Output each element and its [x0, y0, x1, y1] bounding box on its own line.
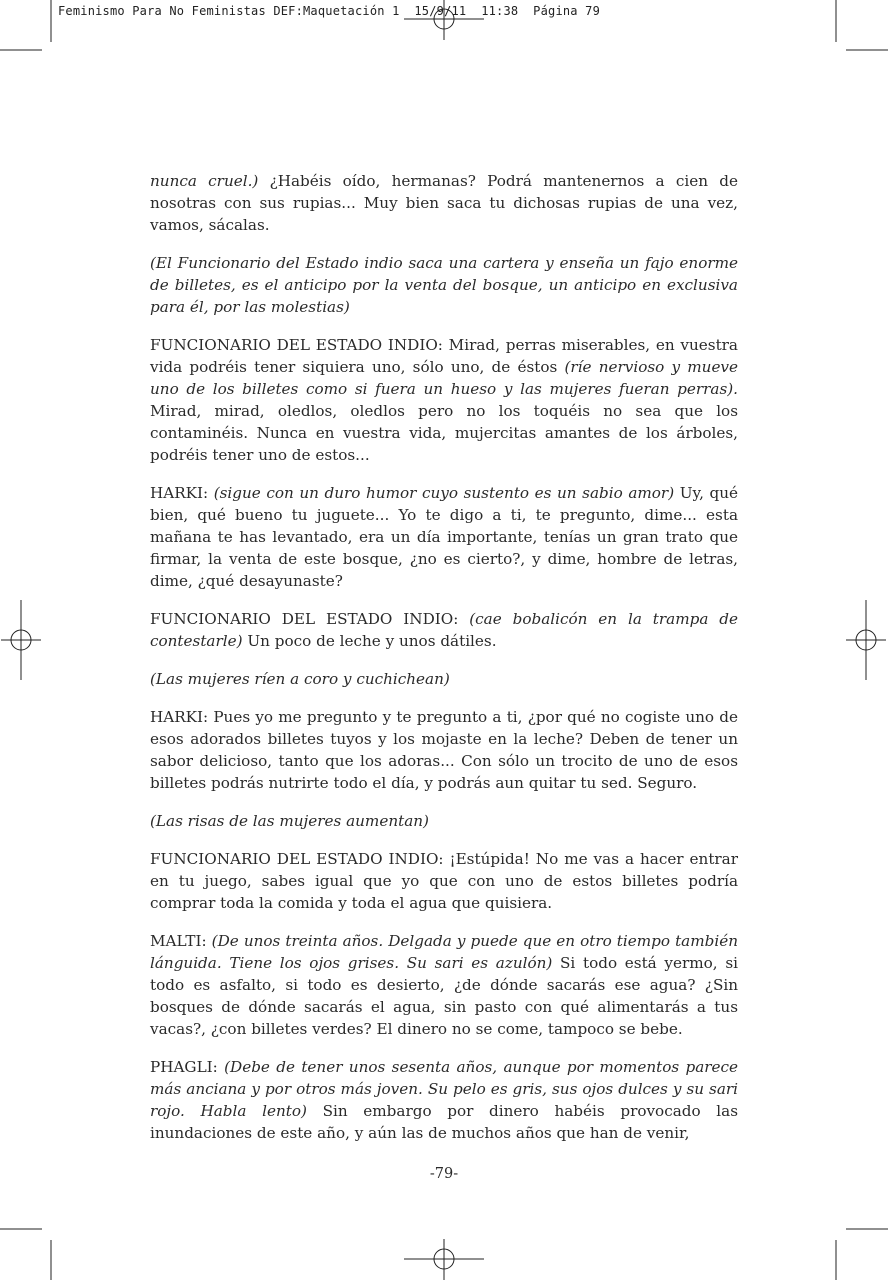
italic-run: (cae bobalicón en la trampa de contestarle) [150, 610, 739, 650]
body-paragraph [150, 170, 738, 236]
slug-line: Feminismo Para No Feministas DEF:Maquetación 1 15/9/11 11:38 Página 79 [58, 4, 600, 18]
text-run: PHAGLI: [150, 1058, 225, 1076]
italic-run: (El Funcionario del Estado indio saca una cartera y enseña un fajo enorme de billetes, es el anticipo por la venta del bosque, un anticipo en exclusiva para él, por las molestias) [150, 254, 738, 316]
dialogue-paragraph [150, 608, 738, 652]
registration-mark-right [846, 600, 886, 680]
stage-direction [150, 668, 738, 690]
text-run: FUNCIONARIO DEL ESTADO INDIO: [150, 610, 470, 628]
page-body [150, 170, 738, 1144]
italic-run: (ríe nervioso y mueve uno de los billetes como si fuera un hueso y las mujeres fueran perras). [150, 358, 739, 398]
text-run: FUNCIONARIO DEL ESTADO INDIO: Mirad, perras miserables, en vuestra vida podréis tener siquiera uno, sólo uno, de éstos [150, 336, 738, 376]
stage-direction [150, 810, 738, 832]
text-run: Mirad, mirad, oledlos, oledlos pero no los toquéis no sea que los contaminéis. Nunca en vuestra vida, mujercitas amantes de los árboles, podréis tener uno de estos... [150, 402, 738, 464]
italic-run: (Debe de tener unos sesenta años, aunque por momentos parece más anciana y por otros más joven. Su pelo es gris, sus ojos dulces y su sari rojo. Habla lento) [150, 1058, 739, 1120]
text-run: MALTI: [150, 932, 212, 950]
text-run: Si todo está yermo, si todo es asfalto, si todo es desierto, ¿de dónde sacarás ese agua? ¿Sin bosques de dónde sacarás el agua, sin pasto con qué alimentarás a tus vacas?, ¿con billetes verdes? El dinero no se come, tampoco se bebe. [150, 954, 738, 1038]
text-run: Un poco de leche y unos dátiles. [242, 632, 497, 650]
italic-run: (sigue con un duro humor cuyo sustento es un sabio amor) [213, 484, 675, 502]
text-run: Uy, qué bien, qué bueno tu juguete... Yo te digo a ti, te pregunto, dime... esta mañana te has levantado, era un día importante, tenías un gran trato que firmar, la venta de este bosque, ¿no es cierto?, y dime, hombre de letras, dime, ¿qué desayunaste? [150, 484, 738, 590]
text-run: HARKI: Pues yo me pregunto y te pregunto a ti, ¿por qué no cogiste uno de esos adorados billetes tuyos y los mojaste en la leche? Deben de tener un sabor delicioso, tanto que los adoras... Con sólo un trocito de uno de esos billetes podrás nutrirte todo el día, y podrás aun quitar tu sed. Seguro. [150, 708, 738, 792]
dialogue-paragraph [150, 930, 738, 1040]
text-run: Sin embargo por dinero habéis provocado las inundaciones de este año, y aún las de muchos años que han de venir, [150, 1102, 738, 1142]
italic-run: (Las mujeres ríen a coro y cuchichean) [150, 670, 450, 688]
registration-mark-left [1, 600, 41, 680]
text-run: FUNCIONARIO DEL ESTADO INDIO: ¡Estúpida! No me vas a hacer entrar en tu juego, sabes igual que yo que con uno de estos billetes podría comprar toda la comida y toda el agua que quisiera. [150, 850, 738, 912]
text-run: ¿Habéis oído, hermanas? Podrá mantenernos a cien de nosotras con sus rupias... Muy bien saca tu dichosas rupias de una vez, vamos, sácalas. [150, 172, 738, 234]
dialogue-paragraph [150, 706, 738, 794]
italic-run: (Las risas de las mujeres aumentan) [150, 812, 429, 830]
italic-run: (De unos treinta años. Delgada y puede que en otro tiempo también lánguida. Tiene los ojos grises. Su sari es azulón) [150, 932, 738, 972]
dialogue-paragraph [150, 1056, 738, 1144]
registration-mark-top [404, 0, 484, 40]
stage-direction [150, 252, 738, 318]
dialogue-paragraph [150, 848, 738, 914]
dialogue-paragraph [150, 482, 738, 592]
registration-mark-bottom [404, 1239, 484, 1280]
text-run: HARKI: [150, 484, 214, 502]
italic-run: nunca cruel.) [150, 172, 259, 190]
dialogue-paragraph [150, 334, 738, 466]
page-number: -79- [429, 1166, 459, 1182]
